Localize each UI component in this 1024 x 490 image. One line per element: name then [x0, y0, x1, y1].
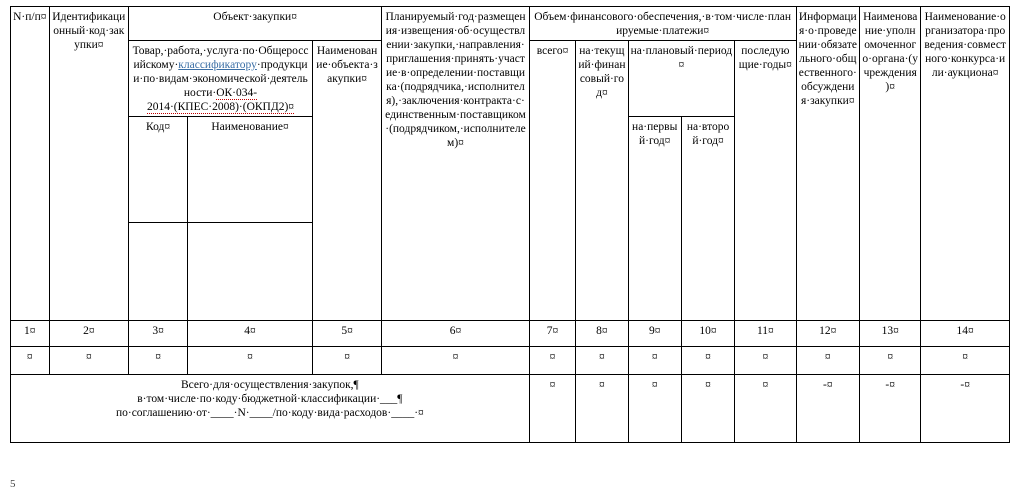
colnum-11: 11¤	[735, 321, 796, 347]
header-cell-object-name: Наименование·объекта·закупки¤	[312, 41, 381, 321]
colnum-7: 7¤	[529, 321, 576, 347]
table-row[interactable]	[11, 347, 1010, 375]
header-cell-plan-period-group: на·плановый·период¤	[628, 41, 735, 117]
total-cell-first-year[interactable]: ¤	[628, 375, 681, 443]
colnum-13: 13¤	[860, 321, 921, 347]
header-cell-first-year: на·первый·год¤	[628, 117, 681, 321]
cell-object-name[interactable]: ¤	[312, 347, 381, 375]
header-cell-code: Код¤	[129, 117, 188, 223]
header-cell-current-year: на·текущий·финансовый·год¤	[576, 41, 628, 321]
header-cell-public-discussion: Информация·о·проведении·обязательного·общественного·обсуждения·закупки¤	[796, 7, 860, 321]
footnote-mark: 5	[10, 478, 16, 490]
colnum-6: 6¤	[382, 321, 530, 347]
header-cell-okpd-group	[129, 41, 313, 117]
total-cell-second-year[interactable]: ¤	[681, 375, 734, 443]
total-cell-total[interactable]: ¤	[529, 375, 576, 443]
header-row-1	[11, 7, 1010, 41]
total-line-2: в·том·числе·по·коду·бюджетной·классификации·___¶	[137, 393, 403, 406]
header-cell-number: N·п/п¤	[11, 7, 50, 321]
column-number-row	[11, 321, 1010, 347]
classifier-link[interactable]: классификатору	[178, 59, 257, 72]
cell-joint-organizer[interactable]: ¤	[921, 347, 1010, 375]
colnum-10: 10¤	[681, 321, 734, 347]
cell-first-year[interactable]: ¤	[628, 347, 681, 375]
total-cell-current-year[interactable]: ¤	[576, 375, 628, 443]
cell-public-discussion[interactable]: ¤	[796, 347, 860, 375]
okpd-text-line2: ·продукции·по·видам·экономической·деятельности·	[133, 59, 308, 100]
header-cell-total: всего¤	[529, 41, 576, 321]
total-cell-public-discussion: -¤	[796, 375, 860, 443]
header-cell-planned-year: Планируемый·год·размещения·извещения·об·осуществлении·закупки,·направления·приглашения·принять·участие·в·определении·поставщика·(подрядчика,·исполнителя),·заключения·контракта·с·единственным·поставщиком·(подрядчиком,·исполнителем)¤	[382, 7, 530, 321]
total-cell-joint-organizer: -¤	[921, 375, 1010, 443]
total-cell-authorized-body: -¤	[860, 375, 921, 443]
okpd-code-text: ОК·034-2014·(КПЕС·2008)·(ОКПД2)¤	[146, 87, 295, 114]
header-cell-object-group: Объект·закупки¤	[129, 7, 382, 41]
colnum-8: 8¤	[576, 321, 628, 347]
header-cell-joint-organizer: Наименование·организатора·проведения·совместного·конкурса·или·аукциона¤	[921, 7, 1010, 321]
header-cell-finance-group: Объем·финансового·обеспечения,·в·том·числе·планируемые·платежи¤	[529, 7, 796, 41]
total-label-cell	[11, 375, 530, 443]
total-line-1: Всего·для·осуществления·закупок,¶	[180, 379, 359, 392]
cell-planned-year[interactable]: ¤	[382, 347, 530, 375]
colnum-3: 3¤	[129, 321, 188, 347]
colnum-1: 1¤	[11, 321, 50, 347]
colnum-14: 14¤	[921, 321, 1010, 347]
cell-current-year[interactable]: ¤	[576, 347, 628, 375]
colnum-9: 9¤	[628, 321, 681, 347]
cell-total[interactable]: ¤	[529, 347, 576, 375]
header-cell-second-year: на·второй·год¤	[681, 117, 734, 321]
colnum-12: 12¤	[796, 321, 860, 347]
total-row	[11, 375, 1010, 443]
header-cell-subsequent-years: последующие·годы¤	[735, 41, 796, 321]
procurement-plan-table	[10, 6, 1010, 443]
header-cell-name-spacer	[188, 223, 313, 321]
okpd-text-line1: Товар,·работа,·услуга·по·Общероссийскому·	[132, 45, 309, 72]
header-cell-name: Наименование¤	[188, 117, 313, 223]
colnum-2: 2¤	[49, 321, 128, 347]
colnum-4: 4¤	[188, 321, 313, 347]
cell-subsequent-years[interactable]: ¤	[735, 347, 796, 375]
total-line-3: по·соглашению·от·____·N·____/по·коду·вида·расходов·____·¤	[115, 407, 424, 420]
cell-second-year[interactable]: ¤	[681, 347, 734, 375]
cell-number[interactable]: ¤	[11, 347, 50, 375]
cell-authorized-body[interactable]: ¤	[860, 347, 921, 375]
cell-identification-code[interactable]: ¤	[49, 347, 128, 375]
cell-name[interactable]: ¤	[188, 347, 313, 375]
colnum-5: 5¤	[312, 321, 381, 347]
header-cell-code-spacer	[129, 223, 188, 321]
header-cell-authorized-body: Наименование·уполномоченного·органа·(учреждения)¤	[860, 7, 921, 321]
header-cell-identification-code: Идентификационный·код·закупки¤	[49, 7, 128, 321]
cell-code[interactable]: ¤	[129, 347, 188, 375]
total-cell-subsequent-years[interactable]: ¤	[735, 375, 796, 443]
